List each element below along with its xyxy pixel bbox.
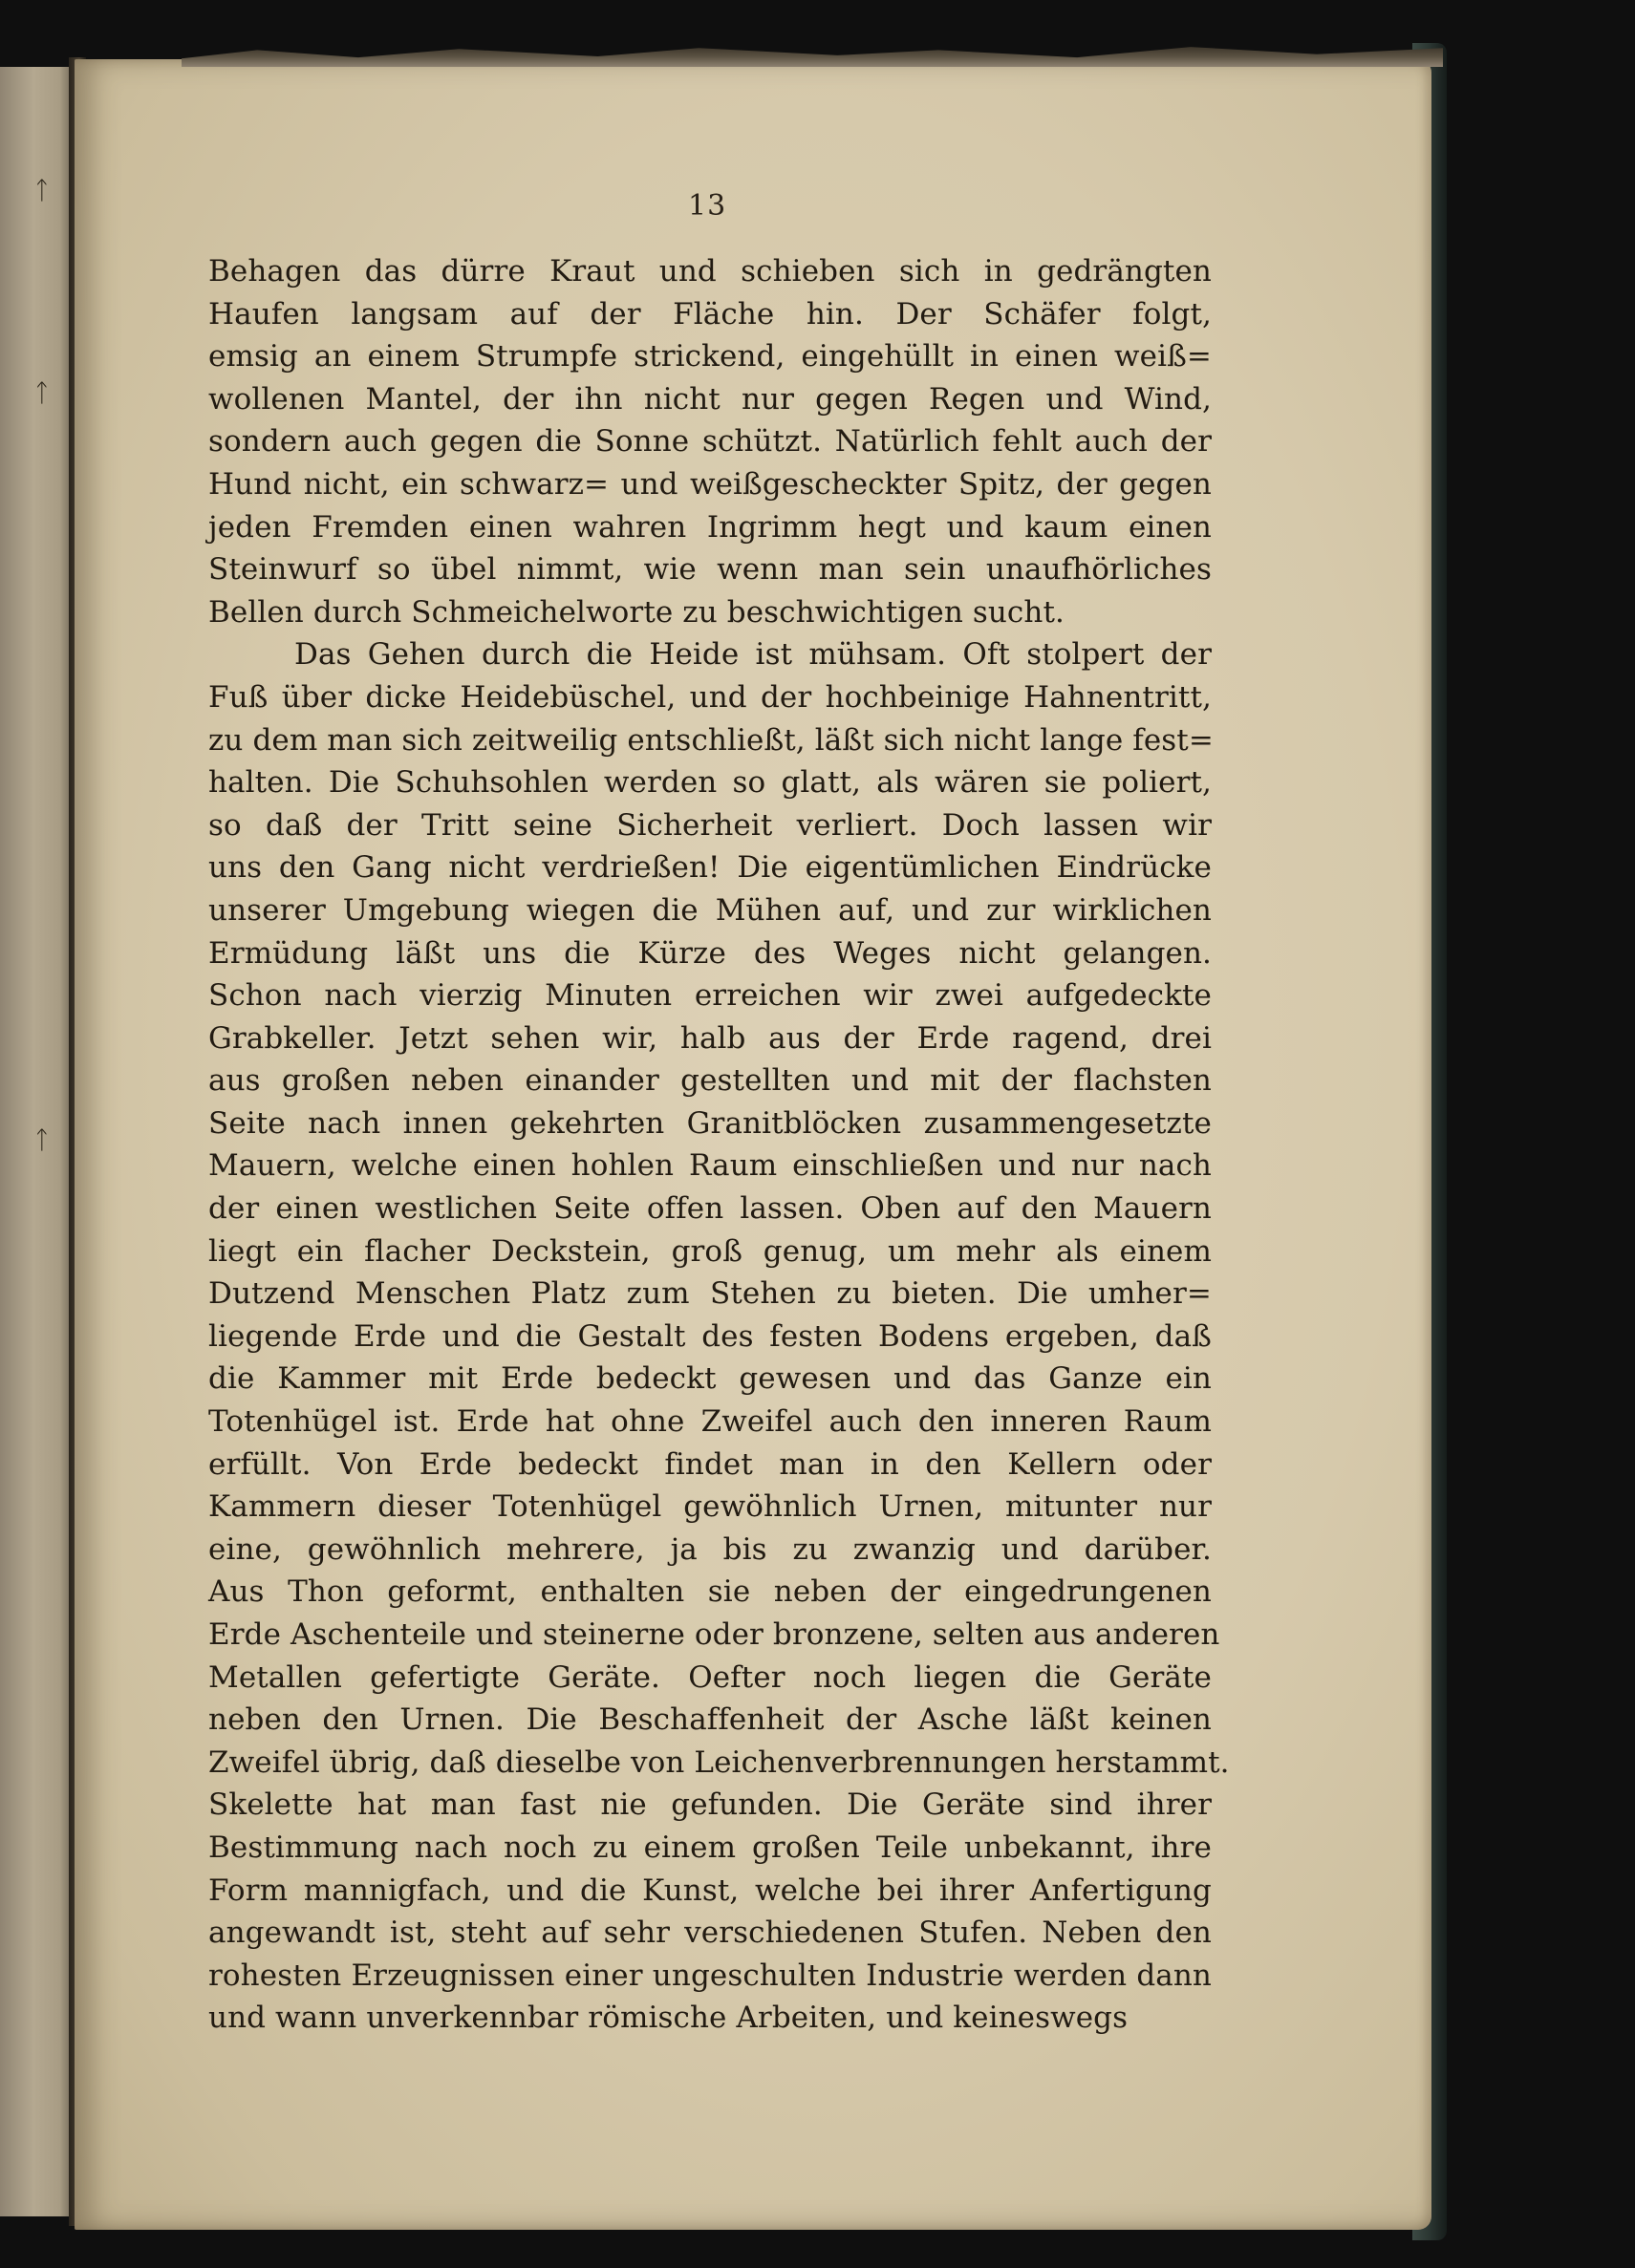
text-line: die Kammer mit Erde bedeckt gewesen und das Ganze ein xyxy=(208,1361,1212,1397)
text-line: Zweifel übrig, daß dieselbe von Leichenverbrennungen herstammt. xyxy=(208,1744,1230,1780)
text-line: halten. Die Schuhsohlen werden so glatt, als wären sie poliert, xyxy=(208,765,1212,801)
text-line: so daß der Tritt seine Sicherheit verliert. Doch lassen wir xyxy=(208,807,1212,843)
text-line: Ermüdung läßt uns die Kürze des Weges nicht gelangen. xyxy=(208,935,1212,971)
text-line: Behagen das dürre Kraut und schieben sich in gedrängten xyxy=(208,254,1212,289)
margin-mark-top: ᛏ xyxy=(34,177,50,205)
text-line: der einen westlichen Seite offen lassen. Oben auf den Mauern xyxy=(208,1191,1212,1227)
text-line: Erde Aschenteile und steinerne oder bronzene, selten aus anderen xyxy=(208,1617,1220,1652)
text-line: eine, gewöhnlich mehrere, ja bis zu zwanzig und darüber. xyxy=(208,1531,1212,1567)
text-line: Seite nach innen gekehrten Granitblöcken zusammengesetzte xyxy=(208,1105,1212,1141)
text-line: Metallen gefertigte Geräte. Oefter noch liegen die Geräte xyxy=(208,1659,1212,1695)
text-line: jeden Fremden einen wahren Ingrimm hegt und kaum einen xyxy=(208,509,1212,545)
text-line: liegende Erde und die Gestalt des festen Bodens ergeben, daß xyxy=(208,1318,1212,1354)
text-line: Aus Thon geformt, enthalten sie neben der eingedrungenen xyxy=(208,1574,1212,1610)
page-number: 13 xyxy=(688,189,727,223)
text-line: Skelette hat man fast nie gefunden. Die Geräte sind ihrer xyxy=(208,1787,1212,1823)
text-line: Mauern, welche einen hohlen Raum einschließen und nur nach xyxy=(208,1148,1212,1184)
text-line: erfüllt. Von Erde bedeckt findet man in den Kellern oder xyxy=(208,1446,1212,1482)
text-line: uns den Gang nicht verdrießen! Die eigentümlichen Eindrücke xyxy=(208,850,1212,886)
text-line: wollenen Mantel, der ihn nicht nur gegen Regen und Wind, xyxy=(208,381,1212,417)
text-line: Bestimmung nach noch zu einem großen Teile unbekannt, ihre xyxy=(208,1829,1212,1865)
text-line: Haufen langsam auf der Fläche hin. Der Schäfer folgt, xyxy=(208,296,1212,332)
text-line: und wann unverkennbar römische Arbeiten, und keineswegs xyxy=(208,2001,1129,2036)
text-line: emsig an einem Strumpfe strickend, eingehüllt in einen weiß= xyxy=(208,339,1212,374)
text-line: zu dem man sich zeitweilig entschließt, läßt sich nicht lange fest= xyxy=(208,722,1214,758)
text-line: Das Gehen durch die Heide ist mühsam. Oft stolpert der xyxy=(294,637,1212,673)
text-line: Bellen durch Schmeichelworte zu beschwichtigen sucht. xyxy=(208,594,1065,630)
text-line: rohesten Erzeugnissen einer ungeschulten Industrie werden dann xyxy=(208,1958,1212,1993)
body-text xyxy=(208,250,1230,2040)
text-line: sondern auch gegen die Sonne schützt. Natürlich fehlt auch der xyxy=(208,424,1212,460)
text-line: liegt ein flacher Deckstein, groß genug, um mehr als einem xyxy=(208,1233,1212,1269)
text-line: Form mannigfach, und die Kunst, welche bei ihrer Anfertigung xyxy=(208,1872,1212,1908)
margin-mark-lower: ᛏ xyxy=(34,1126,50,1155)
text-line: Steinwurf so übel nimmt, wie wenn man sein unaufhörliches xyxy=(208,552,1212,588)
text-line: Hund nicht, ein schwarz= und weißgescheckter Spitz, der gegen xyxy=(208,466,1212,502)
text-line: Schon nach vierzig Minuten erreichen wir zwei aufgedeckte xyxy=(208,978,1212,1014)
text-line: unserer Umgebung wiegen die Mühen auf, und zur wirklichen xyxy=(208,892,1212,928)
text-line: Grabkeller. Jetzt sehen wir, halb aus der Erde ragend, drei xyxy=(208,1020,1212,1056)
text-line: Kammern dieser Totenhügel gewöhnlich Urnen, mitunter nur xyxy=(208,1489,1212,1525)
text-line: Totenhügel ist. Erde hat ohne Zweifel auch den inneren Raum xyxy=(208,1404,1212,1440)
text-line: neben den Urnen. Die Beschaffenheit der Asche läßt keinen xyxy=(208,1702,1212,1738)
text-line: Dutzend Menschen Platz zum Stehen zu bieten. Die umher= xyxy=(208,1276,1212,1312)
text-line: Fuß über dicke Heidebüschel, und der hochbeinige Hahnentritt, xyxy=(208,679,1212,715)
text-line: aus großen neben einander gestellten und mit der flachsten xyxy=(208,1063,1212,1099)
text-line: angewandt ist, steht auf sehr verschiedenen Stufen. Neben den xyxy=(208,1915,1212,1951)
margin-mark-middle: ᛏ xyxy=(34,379,50,408)
